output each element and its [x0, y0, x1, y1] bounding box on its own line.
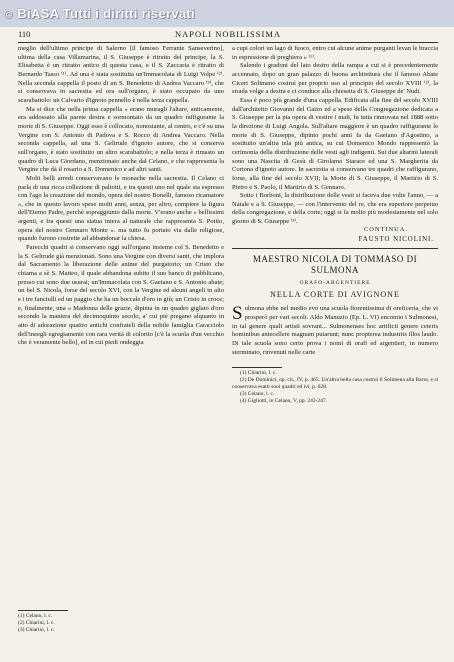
left-column	[18, 45, 224, 348]
copyright-symbol: ©	[4, 9, 13, 21]
article-body-text: ulmona ebbe nel medio evo una scuola fiorentissima di oreficeria, che vi prosperò per vari secoli. Aldo Manuzio (Ep. L. VI) encomio i Sulmonesi, in tal genere quali artisti sovrani... Sulmonenses hoc artificii genere ceteris hominibus antecellere magnam putarunt; nunc propterea industriis illos laudo. Di tale scuola sono certo prova i nomi di orafi ed argentieri, in numero sterminato, rinvenuti nelle carte	[232, 305, 438, 356]
footnote: (2) Chiarini, l. c.	[18, 620, 55, 626]
header-rule	[18, 42, 438, 43]
right-column	[232, 45, 438, 405]
drop-cap: S	[232, 303, 243, 325]
article-body	[232, 305, 438, 357]
article-subtitle-2: NELLA CORTE DI AVIGNONE	[270, 289, 400, 299]
right-paragraph: Essa è poco più grande d'una cappella. Edificata alla fine del secolo XVIII dall'architetto Giovanni del Gaizo ed a spese della Congregazione dedicata a S. Giuseppe per la pia opera di vestire i nudi, fu tutta rinnovata nel 1888 sotto la direzione di Luigi Angola. Sull'altare maggiore è un quadro raffigurante le morte di S. Giuseppe, dipinto pochi anni fa da Gaetano d'Agostino, a sostituito un'altra tela più antica, su cui Domenico Mondo rappresentò la cerimonia della distribuzione delle vesti agli indigenti. Sui due altarini laterali sono una Nascita di Gesù di Girolamo Starace ed una S. Margherita da Cortona d'ignoto autore. In sacrestia si conservano tre quadri che raffigurano, forse, alla fine del secolo XVII; la Morte di S. Giuseppe, il Martirio di S. Pietro e S. Paolo, il Martirio di S. Gennaro.	[232, 96, 438, 191]
copyright-banner	[0, 0, 454, 27]
right-paragraph: a cupi colori un lago di fuoco, entro cui alcune anime purganti levan le braccia in espressione di preghiera » ⁽¹⁾.	[232, 45, 438, 61]
section-rule	[232, 248, 438, 249]
footnote: (4) Gigliotti, in Celano, V, pp. 243-247.	[240, 398, 328, 405]
article-title: MAESTRO NICOLA DI TOMMASO DI SULMONA	[252, 254, 418, 276]
footnote: (1) Chiarini, l. c.	[240, 370, 277, 377]
left-paragraph: meglio dell'ultimo principe di Salerno [il famoso Ferrante Sanseverino], ultima della casa Villamarina, il S. Giuseppe è ritratto del principe, la S. Elisabetta è un ritratto antico di questa casa, e il S. Zaccaria è ritratto di Bernardo Tasso ⁽¹⁾. Ad una è stata sostituita un'Immacolata di Luigi Volpe ⁽²⁾. Nella seconda cappella il posto di un S. Benedetto di Andrea Vaccaro ⁽³⁾, che si conservava in sacrestia ed ora sull'organo, è stato occupato da uno scarabattolo: un Calvario d'ignoto pennello è nella terza cappella.	[18, 45, 224, 104]
footnote-rule	[232, 367, 282, 368]
page-number: 110	[18, 29, 31, 39]
left-paragraph: Parecchi quadri si conservano oggi sull'organo insieme col S. Benedetto e la S. Geltrude già menzionati. Sono una Vergine con diversi santi, che implora dal Sacramento la liberazione delle anime del purgatorio; un Cristo che chiama a sè S. Matteo, il quale abbandona subito il suo banco di pubblicano, presso cui sono due usurai; un'Immacolata con S. Gaetano e S. Antonio abate; un bel S. Nicola, forse del secolo XVI, con la Vergine ed alcuni angeli in alto e i tre fanciulli ed un paggio che ha un boccale d'oro in giù; un Cristo in croce; e, finalmente, una « Madonna delle grazie, dipinta in un quadro giglato d'oro secondo la maniera del decimoquinto secolo, a' cui piè pregano alquanto in atto di adorazione quattro antichi confrateli della nobile famiglia Caracciolo dell'ineegli egregiamente con rara verità di colorito [c'è la scuola d'un vecchio che è veramente bello], ed in cui piedi ondeggia	[18, 244, 224, 347]
running-title: NAPOLI NOBILISSIMA	[174, 29, 282, 39]
left-paragraph: Ma si dice che nella prima cappella « erano muragli l'altare, anticamente, era addossato alla parete destra e sormontato da un quadro raffigurante la morte di S. Giuseppe. Oggi esso è collocato, nonostante, al centro, e c'è su una Vergine con S. Antonio di Padova e S. Rocco di Andrea Vaccaro. Nella seconda cappella, ad una S. Geltrude d'ignoto autore, che si conserva sull'organo, è stato sostituito un altro scarabattolo; e nella terza è rimasto un quadro di Luca Giordano, menzionato anche dal Celano, e che rappresenta la Vergine che dà il rosario a S. Domenico e ad altri santi.	[18, 105, 224, 174]
right-footnotes	[232, 367, 438, 405]
article-subtitle: ORAFO-ARGENTIERE	[299, 280, 371, 287]
author-signature: FAUSTO NICOLINI.	[358, 236, 434, 244]
page-header	[18, 29, 438, 41]
footnote: (2) De Dominici, op. cit., IV, p. 465. Un'altra bella casa costruì il Solimena alla Barra, e si conservava esatti suoi quadri ed ivi, p. 628.	[232, 377, 438, 391]
left-footnotes	[18, 608, 224, 634]
continua-note: CONTINUA.	[364, 225, 408, 233]
footnote: (1) Celano, l. c.	[18, 613, 53, 619]
right-paragraph: Salendo i gradoni del lato destro della rampa a cui si è precedentemente accennato, dopo un gran palazzo di buona architettura che il famoso Abate Ciceri Solimeno costruì per proprio uso al principio del secolo XVIII ⁽²⁾, la strada volge a destra e ci conduce alla chiesetta di S. Giuseppe de' Nudi.	[232, 62, 438, 96]
footnote: (3) Celano, l. c.	[240, 391, 275, 398]
footnote-rule	[18, 610, 68, 611]
footnote: (3) Chiarini, l. c.	[18, 627, 55, 633]
right-paragraph: Sotto i Borboni, la distribuzione delle vesti si faceva due volte l'anno, — a Natale e a S. Giuseppe, — con l'intervento del re, che era superiore perpetuo della congregazione, e della corte; oggi si fa molto più modestamente nel solo giorno di S. Giuseppe ⁽³⁾.	[232, 192, 438, 226]
left-paragraph: Molti belli arredi conservavano le monache nella sacrestia. Il Celano ci parla di una ricca collezione di paliotti, e tra questi uno nel quale sta espresso con l'ago la creazione del mondo, opera del nostro Bonelli, famoso ricamatore », che in questo lavoro spese molti anni, senza, per altro, compiere la figura dell'Eterno Padre, perchè sopraggiunto dalla morte. V'erano anche « bellissimi argenti, e fra questi una statua intera al naturale che rappresenta S. Potito, opera del nostro Gennaro Monte ». ma tutto fu portato via dalle religiose, quando furono costrette ad abbandonar la chiesa.	[18, 174, 224, 243]
copyright-banner-text: BiASA Tutti i diritti riservati	[17, 6, 195, 21]
